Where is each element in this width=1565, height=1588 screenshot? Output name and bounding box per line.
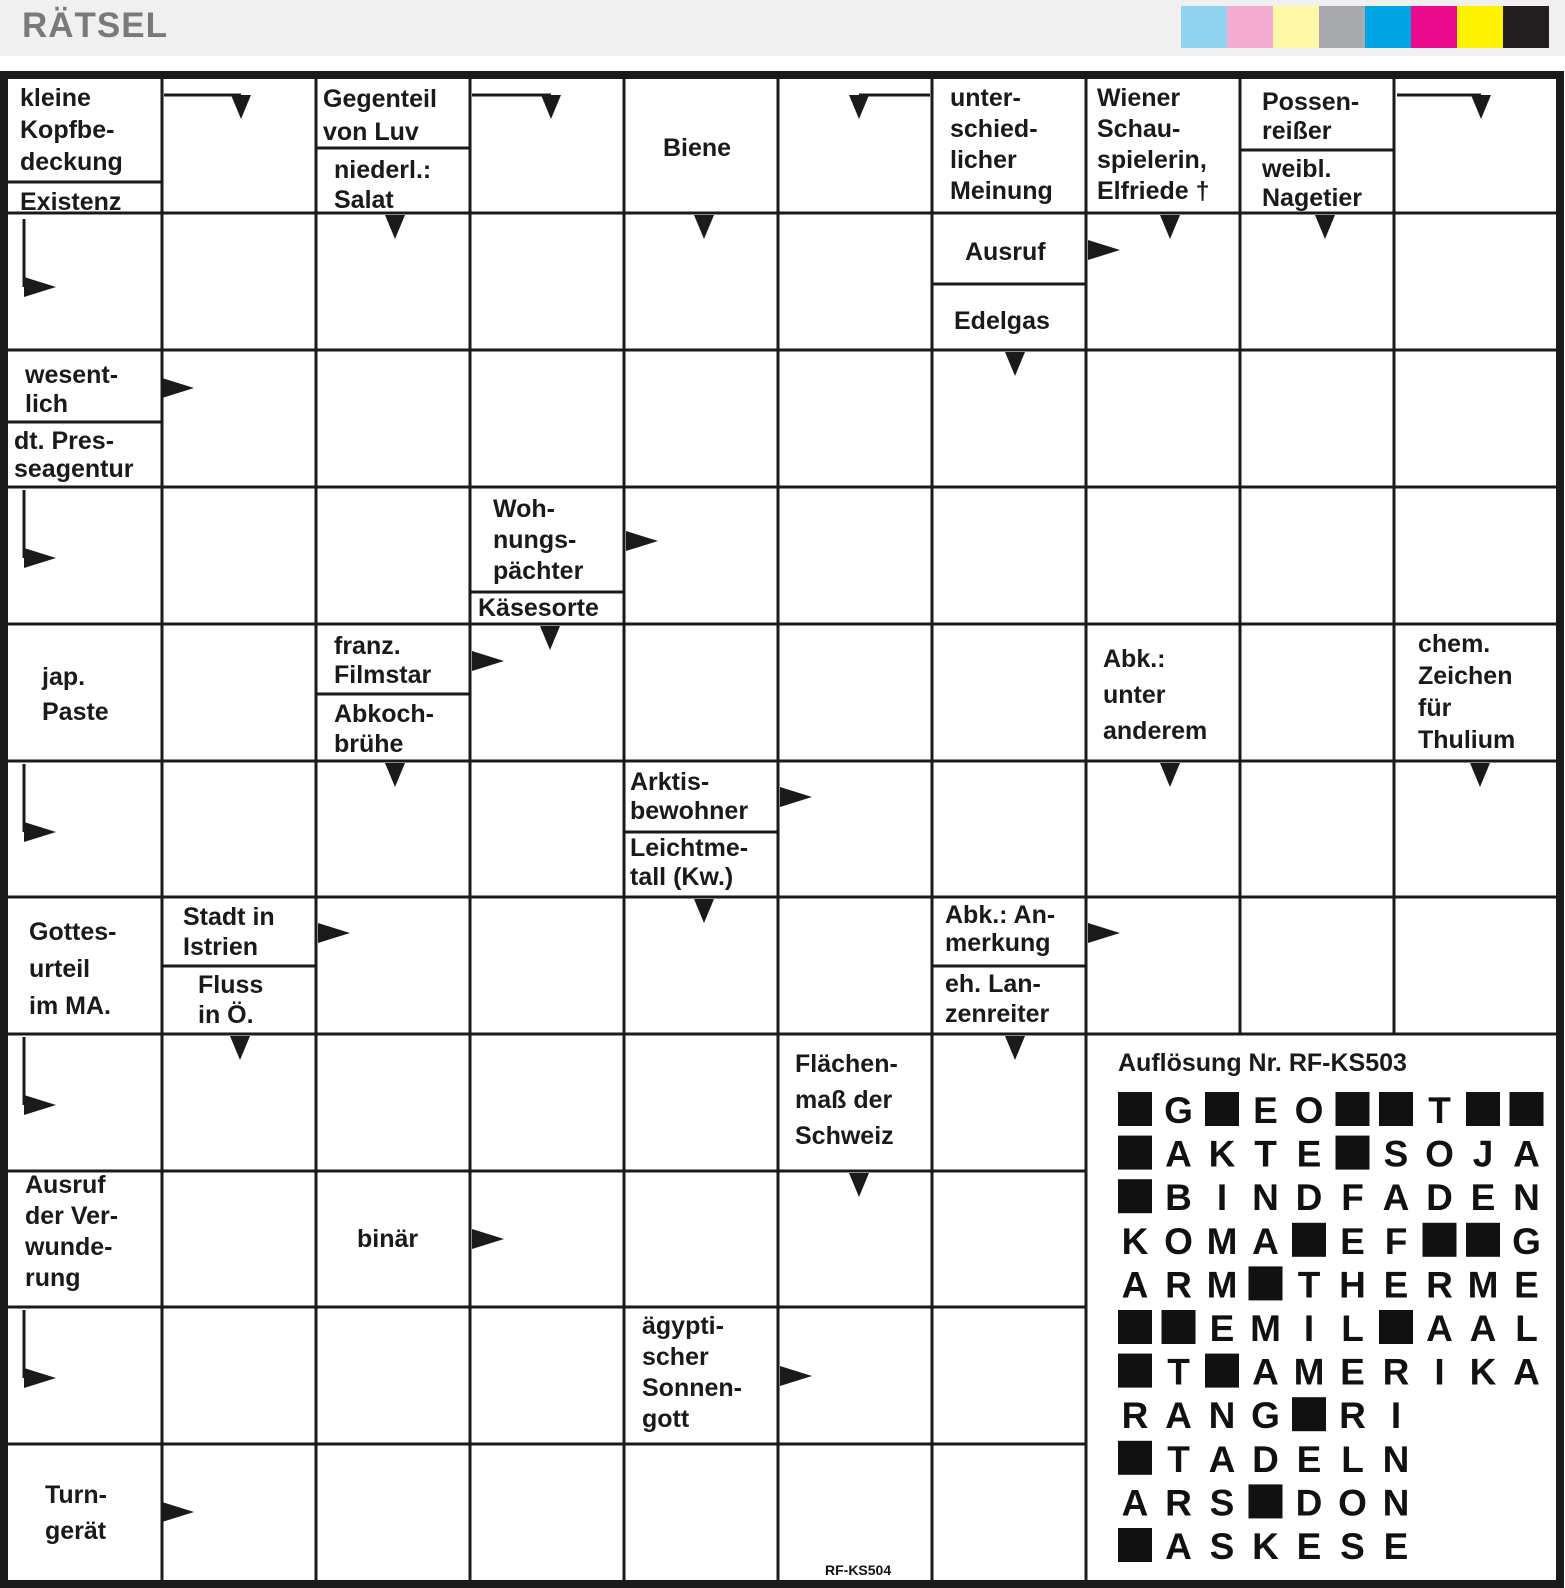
- solution-block: [1249, 1266, 1283, 1300]
- solution-letter: N: [1208, 1395, 1236, 1437]
- clue-line: wunde-: [25, 1233, 113, 1261]
- solution-block: [1510, 1092, 1544, 1126]
- clue-line: Gegenteil: [323, 85, 437, 113]
- arrow-right-icon: [318, 923, 350, 943]
- solution-letter: A: [1252, 1220, 1279, 1262]
- clue-r0c2b: [334, 156, 431, 214]
- clue-line: zenreiter: [945, 1000, 1050, 1028]
- solution-block: [1118, 1528, 1152, 1562]
- solution-block: [1466, 1223, 1500, 1257]
- solution-letter: E: [1296, 1438, 1322, 1480]
- solution-letter: F: [1384, 1220, 1408, 1262]
- solution-letter: I: [1303, 1308, 1315, 1349]
- arrow-right-icon: [1088, 240, 1120, 260]
- clue-line: Turn-: [45, 1481, 108, 1509]
- clue-line: maß der: [795, 1086, 893, 1114]
- clue-line: Salat: [334, 186, 394, 214]
- arrow-right-icon: [24, 277, 56, 297]
- clue-r0c8a: [1262, 88, 1359, 145]
- clue-line: Abk.: An-: [945, 901, 1056, 929]
- clue-r6c1b: [198, 971, 263, 1029]
- solution-letter: H: [1339, 1264, 1366, 1306]
- solution-letter: D: [1426, 1177, 1453, 1219]
- clue-line: Flächen-: [795, 1050, 898, 1078]
- clue-line: licher: [950, 146, 1017, 174]
- clue-line: in Ö.: [198, 1001, 254, 1029]
- clue-line: nungs-: [493, 526, 577, 554]
- clue-line: Schweiz: [795, 1122, 894, 1150]
- solution-block: [1336, 1136, 1370, 1170]
- clue-line: der Ver-: [25, 1202, 119, 1230]
- solution-letter: K: [1469, 1351, 1497, 1393]
- clue-line: tall (Kw.): [630, 863, 734, 891]
- solution-letter: N: [1382, 1482, 1410, 1524]
- solution-block: [1336, 1092, 1370, 1126]
- solution-letter: M: [1206, 1264, 1238, 1306]
- solution-block: [1292, 1397, 1326, 1431]
- clue-line: Stadt in: [183, 903, 275, 931]
- clue-line: merkung: [945, 929, 1051, 957]
- solution-block: [1118, 1136, 1152, 1170]
- arrow-down-icon: [1315, 215, 1335, 239]
- arrow-down-icon: [694, 899, 714, 923]
- solution-letter: K: [1252, 1526, 1279, 1567]
- clue-r4c7: [1103, 645, 1207, 745]
- solution-block: [1249, 1484, 1283, 1518]
- puzzle-code: RF-KS504: [825, 1562, 892, 1578]
- solution-letter: A: [1426, 1308, 1453, 1349]
- solution-letter: O: [1338, 1482, 1367, 1524]
- clue-line: seagentur: [14, 455, 134, 483]
- clue-line: schied-: [950, 115, 1038, 143]
- arrow-right-icon: [626, 531, 658, 551]
- solution-letter: T: [1167, 1351, 1190, 1393]
- solution-letter: E: [1340, 1220, 1365, 1262]
- arrow-right-icon: [24, 548, 56, 568]
- clue-line: chem.: [1418, 630, 1491, 658]
- solution-letter: E: [1296, 1133, 1322, 1175]
- solution-block: [1205, 1354, 1239, 1388]
- clue-r6c1a: [183, 903, 275, 961]
- clue-r0c4: [663, 134, 731, 162]
- clue-line: bewohner: [630, 797, 749, 825]
- solution-letter: M: [1467, 1264, 1499, 1306]
- solution-letter: R: [1165, 1264, 1192, 1306]
- solution-block: [1118, 1092, 1152, 1126]
- clue-r0c2a: [323, 85, 437, 146]
- arrow-right-icon: [24, 1368, 56, 1388]
- clue-r1c6a: [965, 238, 1046, 266]
- solution-block: [1423, 1223, 1457, 1257]
- clue-line: Ausruf: [965, 238, 1046, 266]
- solution-letter: S: [1209, 1482, 1235, 1524]
- clue-r9c4: [642, 1312, 742, 1433]
- clue-line: Existenz: [20, 188, 122, 216]
- solution-letter: T: [1254, 1133, 1277, 1175]
- clue-r0c6: [950, 84, 1053, 205]
- solution-letter: I: [1390, 1395, 1402, 1437]
- clue-line: von Luv: [323, 118, 419, 146]
- solution-letter: N: [1382, 1438, 1410, 1480]
- clue-line: lich: [25, 390, 69, 418]
- clue-r0c8b: [1261, 155, 1362, 212]
- clue-line: reißer: [1262, 117, 1332, 145]
- arrow-down-icon: [1160, 215, 1180, 239]
- clue-line: franz.: [334, 632, 401, 660]
- clue-line: Käsesorte: [478, 594, 599, 622]
- clue-line: anderem: [1103, 717, 1208, 745]
- clue-r8c0: [24, 1171, 118, 1292]
- solution-letter: E: [1296, 1526, 1322, 1567]
- clue-r4c9: [1418, 630, 1515, 754]
- clue-line: weibl.: [1262, 155, 1332, 183]
- clue-line: gerät: [45, 1517, 107, 1545]
- page-title: RÄTSEL: [22, 6, 168, 45]
- solution-letter: A: [1208, 1438, 1236, 1480]
- arrow-down-icon: [1005, 1036, 1025, 1060]
- clue-line: Kopfbe-: [20, 116, 115, 144]
- arrow-right-icon: [162, 1502, 194, 1522]
- clue-r0c0a: [20, 84, 123, 176]
- solution-letter: E: [1470, 1177, 1496, 1219]
- solution-letter: R: [1382, 1351, 1410, 1393]
- arrow-down-icon: [231, 95, 251, 119]
- clue-line: Wiener: [1097, 84, 1181, 112]
- solution-letter: L: [1341, 1438, 1364, 1480]
- arrow-down-icon: [1471, 95, 1491, 119]
- solution-letter: D: [1295, 1177, 1323, 1219]
- arrow-down-icon: [541, 95, 561, 119]
- clue-line: binär: [357, 1225, 419, 1253]
- solution-block: [1118, 1441, 1152, 1475]
- clue-line: für: [1418, 694, 1452, 722]
- clue-line: rung: [25, 1264, 81, 1292]
- clue-r6c6b: [945, 970, 1049, 1028]
- solution-letter: K: [1208, 1133, 1236, 1175]
- solution-letter: E: [1383, 1526, 1409, 1567]
- solution-letter: T: [1297, 1264, 1321, 1306]
- clue-line: Sonnen-: [642, 1374, 742, 1402]
- solution-letter: E: [1209, 1308, 1235, 1349]
- clue-line: deckung: [20, 148, 123, 176]
- solution-letter: M: [1250, 1308, 1281, 1349]
- solution-letter: M: [1293, 1351, 1325, 1393]
- solution-letter: N: [1252, 1177, 1279, 1219]
- arrow-down-icon: [1005, 352, 1025, 376]
- clue-r6c0: [29, 918, 117, 1020]
- solution-letter: A: [1513, 1351, 1540, 1393]
- solution-letter: G: [1251, 1395, 1280, 1437]
- solution-letter: A: [1121, 1482, 1149, 1524]
- arrow-down-icon: [230, 1036, 250, 1060]
- clue-line: Nagetier: [1262, 184, 1363, 212]
- solution-letter: R: [1121, 1395, 1149, 1437]
- clue-line: Zeichen: [1418, 662, 1513, 690]
- clue-line: ägypti-: [642, 1312, 724, 1340]
- clue-line: wesent-: [25, 361, 119, 389]
- solution-letter: D: [1252, 1438, 1279, 1480]
- clue-line: niederl.:: [334, 156, 432, 184]
- clue-line: unter-: [950, 84, 1021, 112]
- solution-letter: S: [1383, 1133, 1409, 1175]
- clue-line: urteil: [29, 955, 91, 983]
- clue-r7c5: [795, 1050, 898, 1150]
- solution-letter: N: [1513, 1177, 1540, 1219]
- clue-line: Paste: [42, 698, 109, 726]
- clue-r0c0b: [20, 188, 121, 216]
- solution-block: [1118, 1179, 1152, 1213]
- clue-line: Possen-: [1262, 88, 1360, 116]
- solution-block: [1205, 1092, 1239, 1126]
- solution-letter: O: [1294, 1090, 1324, 1131]
- solution-block: [1466, 1092, 1500, 1126]
- clue-line: Istrien: [183, 933, 259, 961]
- arrow-down-icon: [1470, 763, 1490, 787]
- arrow-right-icon: [472, 651, 504, 671]
- clue-line: Meinung: [950, 177, 1053, 205]
- solution-letter: D: [1295, 1482, 1323, 1524]
- solution-block: [1118, 1354, 1152, 1388]
- clue-line: Woh-: [493, 495, 556, 523]
- arrow-right-icon: [24, 1095, 56, 1115]
- clue-r5c4b: [630, 834, 748, 891]
- solution-block: [1379, 1092, 1413, 1126]
- clue-r1c6b: [954, 307, 1050, 335]
- solution-letter: I: [1434, 1351, 1445, 1393]
- solution-letter: M: [1206, 1220, 1238, 1262]
- solution-letter: L: [1515, 1308, 1538, 1349]
- arrow-down-icon: [385, 215, 405, 239]
- clue-line: im MA.: [29, 992, 111, 1020]
- clue-line: Abkoch-: [334, 700, 434, 728]
- clue-r8c2: [357, 1225, 418, 1253]
- solution-letter: F: [1341, 1177, 1364, 1219]
- solution-letter: E: [1253, 1090, 1278, 1131]
- arrow-down-icon: [849, 1173, 869, 1197]
- arrow-down-icon: [385, 763, 405, 787]
- clue-r6c6a: [945, 901, 1055, 957]
- solution-letter: T: [1167, 1438, 1190, 1480]
- solution-letter: E: [1514, 1264, 1539, 1306]
- clue-line: Filmstar: [334, 661, 432, 689]
- clue-line: Biene: [663, 134, 732, 162]
- arrow-right-icon: [1088, 923, 1120, 943]
- solution-title: Auflösung Nr. RF-KS503: [1118, 1049, 1407, 1077]
- solution-letter: J: [1472, 1133, 1494, 1175]
- clue-line: Gottes-: [29, 918, 117, 946]
- clue-r4c2b: [334, 700, 434, 758]
- solution-letter: R: [1165, 1482, 1192, 1524]
- solution-letter: G: [1164, 1090, 1193, 1131]
- solution-block: [1292, 1223, 1326, 1257]
- solution-letter: O: [1164, 1220, 1193, 1262]
- clue-line: Abk.:: [1103, 645, 1166, 673]
- arrow-right-icon: [472, 1229, 504, 1249]
- solution-letter: G: [1512, 1220, 1541, 1262]
- clue-r4c0: [41, 663, 109, 726]
- solution-letter: E: [1340, 1351, 1365, 1393]
- clue-line: Arktis-: [630, 768, 710, 796]
- clue-line: jap.: [42, 663, 86, 691]
- clue-line: kleine: [20, 84, 91, 112]
- clue-r2c0b: [14, 427, 134, 483]
- clue-r5c4a: [630, 768, 748, 825]
- arrow-right-icon: [24, 822, 56, 842]
- arrow-right-icon: [780, 1366, 812, 1386]
- solution-letter: A: [1165, 1526, 1192, 1567]
- clue-r3c3a: [493, 495, 584, 585]
- clue-line: Ausruf: [25, 1171, 106, 1199]
- clue-line: scher: [642, 1343, 709, 1371]
- solution-letter: S: [1340, 1526, 1365, 1567]
- solution-letter: E: [1383, 1264, 1409, 1306]
- arrow-down-icon: [694, 215, 714, 239]
- clue-r10c0: [45, 1481, 107, 1545]
- grid-frame: [4, 75, 1560, 1584]
- solution-letter: A: [1165, 1133, 1192, 1175]
- clue-r3c3b: [478, 594, 599, 622]
- clue-line: eh. Lan-: [945, 970, 1041, 998]
- solution-letter: A: [1252, 1351, 1279, 1393]
- clue-line: Edelgas: [954, 307, 1050, 335]
- clue-r0c7: [1097, 84, 1210, 205]
- clue-r2c0a: [24, 361, 118, 418]
- clue-line: Elfriede †: [1097, 177, 1210, 205]
- solution-letter: K: [1121, 1220, 1149, 1262]
- clue-line: pächter: [493, 557, 584, 585]
- clue-line: Fluss: [198, 971, 264, 999]
- solution-block: [1162, 1310, 1196, 1344]
- clue-line: unter: [1103, 681, 1166, 709]
- solution-letter: A: [1513, 1133, 1540, 1175]
- arrow-down-icon: [540, 626, 560, 650]
- clue-line: spielerin,: [1097, 146, 1207, 174]
- solution-letter: A: [1469, 1308, 1497, 1349]
- clue-line: Thulium: [1418, 726, 1516, 754]
- solution-letter: T: [1428, 1090, 1451, 1131]
- clue-line: dt. Pres-: [14, 427, 115, 455]
- solution-letter: L: [1341, 1308, 1364, 1349]
- clue-line: brühe: [334, 730, 404, 758]
- solution-letter: R: [1426, 1264, 1453, 1306]
- solution-letter: I: [1216, 1177, 1228, 1219]
- solution-block: [1118, 1310, 1152, 1344]
- clue-line: Schau-: [1097, 115, 1181, 143]
- arrow-right-icon: [780, 787, 812, 807]
- solution-letter: S: [1209, 1526, 1235, 1567]
- clue-r4c2a: [334, 632, 432, 689]
- solution-block: [1379, 1310, 1413, 1344]
- arrow-down-icon: [1160, 763, 1180, 787]
- clue-line: Leichtme-: [630, 834, 749, 862]
- solution-letter: A: [1382, 1177, 1410, 1219]
- solution-letter: B: [1165, 1177, 1192, 1219]
- arrow-down-icon: [849, 95, 869, 119]
- solution-letter: O: [1425, 1133, 1454, 1175]
- solution-letter: A: [1165, 1395, 1192, 1437]
- solution-letter: R: [1339, 1395, 1366, 1437]
- solution-letter: A: [1121, 1264, 1149, 1306]
- clue-line: gott: [642, 1405, 690, 1433]
- arrow-right-icon: [162, 378, 194, 398]
